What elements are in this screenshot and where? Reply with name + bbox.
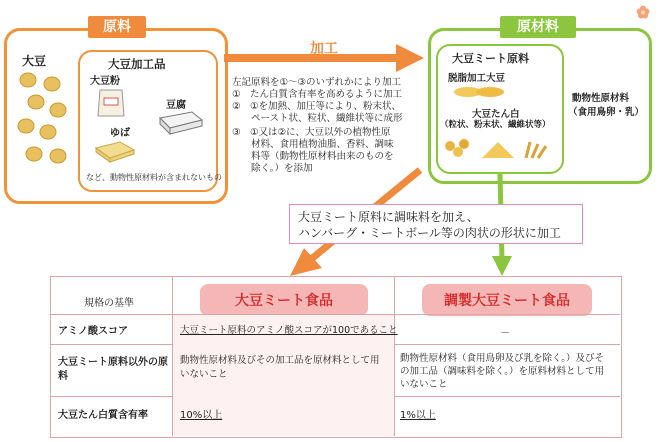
row-protein-label: 大豆たん白質含有率 [58, 410, 148, 421]
soy-flour-bag-image [96, 86, 126, 118]
processed-soy-title: 大豆加工品 [108, 57, 166, 71]
seasoning-line-1: 大豆ミート原料に調味料を加え、 [298, 210, 479, 224]
raw-material-tag: 原料 [88, 16, 146, 38]
col-soy-meat-food: 大豆ミート食品 [200, 284, 368, 316]
soy-meat-raw-title: 大豆ミート原料 [452, 52, 529, 65]
flower-icon [636, 4, 650, 18]
table-divider [394, 276, 395, 436]
tofu-pack-image [158, 110, 204, 136]
tofu-label: 豆腐 [166, 100, 186, 111]
process-line: ① たん白質含有率を高めるように加工 [232, 89, 403, 100]
process-line: 除く。）を添加 [232, 163, 313, 174]
process-line: ③ ①又は②に、大豆以外の植物性原 [232, 127, 391, 138]
process-line: ペースト状、粒状、繊維状等に成形 [232, 113, 403, 124]
row-protein-c2: 1%以上 [400, 410, 436, 421]
process-line: 料等（動物性原材料由来のものを [232, 151, 394, 162]
soy-protein-image [442, 136, 554, 160]
soy-protein-sub: （粒状、粉末状、繊維状等） [440, 120, 551, 130]
row-other-c1: 動物性原材料及びその加工品を原材料として用いないこと [180, 355, 380, 380]
soy-protein-label: 大豆たん白 [472, 109, 520, 120]
processed-note: など、動物性原材料が含まれないもの [86, 173, 222, 182]
row-protein-c1: 10%以上 [180, 410, 223, 421]
seasoning-line-2: ハンバーグ・ミートボール等の肉状の形状に加工 [298, 226, 561, 240]
col-prepared-soy-meat-food: 調製大豆ミート食品 [422, 284, 592, 316]
defatted-soy-label: 脱脂加工大豆 [448, 73, 506, 84]
row-other-c2: 動物性原材料（食用鳥卵及び乳を除く。）及びその加工品（調味料を除く。）を原料材料として用いないこと [400, 353, 605, 390]
row-amino-label: アミノ酸スコア [58, 326, 128, 337]
animal-material-label-2: （食用鳥卵・乳） [568, 107, 645, 118]
process-arrow-label: 加工 [310, 41, 338, 57]
soybeans-image [14, 70, 72, 170]
material-tag: 原材料 [500, 16, 576, 38]
process-line: 材料、食用植物油脂、香料、調味 [232, 139, 394, 150]
animal-material-label-1: 動物性原材料 [572, 93, 630, 104]
table-head-label: 規格の基準 [84, 298, 134, 309]
defatted-soy-image [450, 84, 510, 98]
row-other-label: 大豆ミート原料以外の原料 [58, 357, 168, 382]
yuba-label: ゆば [110, 128, 130, 139]
process-line: ② ①を加熱、加圧等により、粉末状、 [232, 101, 402, 112]
row-amino-c2: － [500, 328, 510, 339]
soybean-label: 大豆 [22, 54, 47, 68]
row-amino-c1: 大豆ミート原料のアミノ酸スコアが100であること [180, 325, 398, 336]
yuba-image [92, 138, 138, 164]
process-line: 左記原料を①〜③のいずれかにより加工 [232, 77, 402, 88]
soy-flour-label: 大豆粉 [90, 76, 120, 87]
